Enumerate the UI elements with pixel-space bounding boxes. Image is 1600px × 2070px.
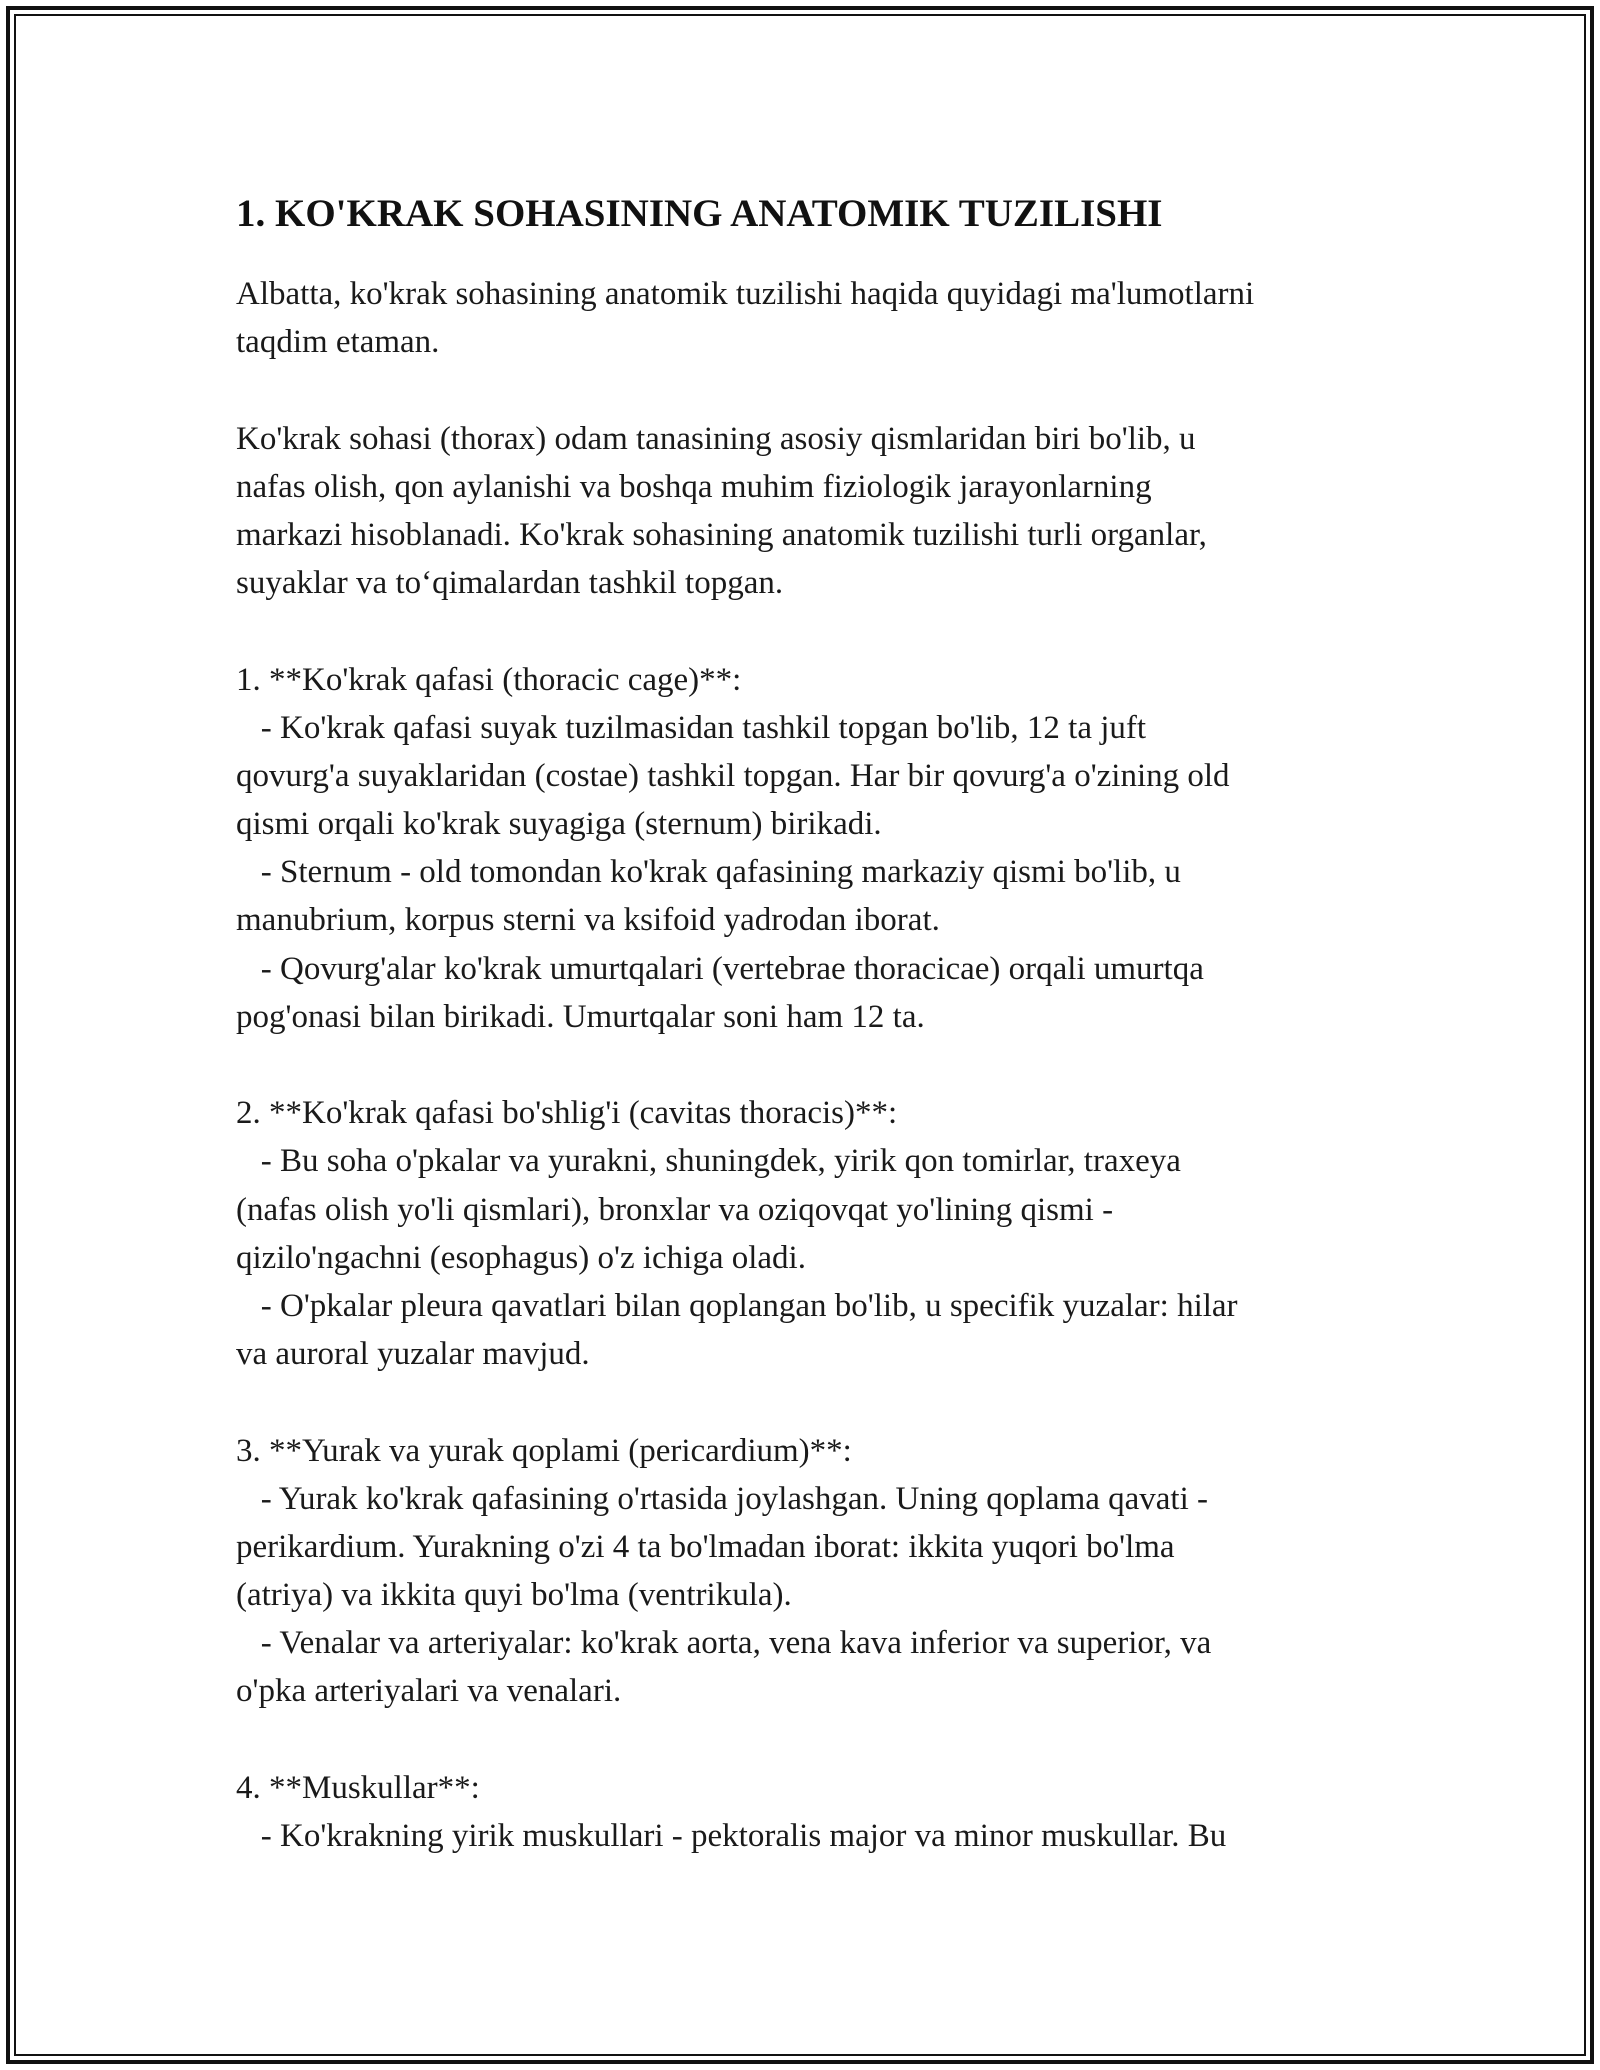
text-line: - Sternum - old tomondan ko'krak qafasining markaziy qismi bo'lib, u [236,854,1181,891]
text-line: qizilo'ngachni (esophagus) o'z ichiga oladi. [236,1239,806,1276]
document-body [236,186,1386,1860]
text-line: taqdim etaman. [236,324,440,361]
text-line: - O'pkalar pleura qavatlari bilan qoplangan bo'lib, u specifik yuzalar: hilar [236,1287,1238,1324]
text-line: o'pka arteriyalari va venalari. [236,1673,622,1710]
text-line: - Bu soha o'pkalar va yurakni, shuningdek, yirik qon tomirlar, traxeya [236,1143,1181,1180]
text-line: suyaklar va to‘qimalardan tashkil topgan. [236,565,784,602]
list-item-heading: 3. **Yurak va yurak qoplami (pericardium)**: [236,1432,852,1469]
text-line: perikardium. Yurakning o'zi 4 ta bo'lmadan iborat: ikkita yuqori bo'lma [236,1528,1175,1565]
blank-line [236,1041,1386,1089]
text-line: va auroral yuzalar mavjud. [236,1336,590,1373]
list-item-heading: 1. **Ko'krak qafasi (thoracic cage)**: [236,661,742,698]
text-line: - Qovurg'alar ko'krak umurtqalari (vertebrae thoracicae) orqali umurtqa [236,950,1204,987]
section-heading: 1. KO'KRAK SOHASINING ANATOMIK TUZILISHI [236,192,1163,235]
text-line: nafas olish, qon aylanishi va boshqa muhim fiziologik jarayonlarning [236,468,1152,505]
blank-line [236,1378,1386,1426]
text-line: manubrium, korpus sterni va ksifoid yadrodan iborat. [236,902,940,939]
text-line: pog'onasi bilan birikadi. Umurtqalar soni ham 12 ta. [236,998,925,1035]
text-line: - Venalar va arteriyalar: ko'krak aorta, vena kava inferior va superior, va [236,1625,1212,1662]
text-line: markazi hisoblanadi. Ko'krak sohasining anatomik tuzilishi turli organlar, [236,516,1207,553]
text-line: Albatta, ko'krak sohasining anatomik tuzilishi haqida quyidagi ma'lumotlarni [236,276,1255,312]
text-line: qovurg'a suyaklaridan (costae) tashkil topgan. Har bir qovurg'a o'zining old [236,757,1230,794]
text-line: Ko'krak sohasi (thorax) odam tanasining asosiy qismlaridan biri bo'lib, u [236,420,1196,457]
text-line: (nafas olish yo'li qismlari), bronxlar va oziqovqat yo'lining qismi - [236,1191,1114,1228]
body-text [236,270,1386,1860]
text-line: - Ko'krak qafasi suyak tuzilmasidan tashkil topgan bo'lib, 12 ta juft [236,709,1147,746]
blank-line [236,1716,1386,1764]
text-line: (atriya) va ikkita quyi bo'lma (ventrikula). [236,1577,792,1614]
text-line: - Ko'krakning yirik muskullari - pektoralis major va minor muskullar. Bu [236,1818,1227,1854]
blank-line [236,366,1386,414]
list-item-heading: 4. **Muskullar**: [236,1769,480,1806]
list-item-heading: 2. **Ko'krak qafasi bo'shlig'i (cavitas thoracis)**: [236,1095,898,1132]
text-line: - Yurak ko'krak qafasining o'rtasida joylashgan. Uning qoplama qavati - [236,1480,1209,1517]
text-line: qismi orqali ko'krak suyagiga (sternum) birikadi. [236,806,882,843]
blank-line [236,607,1386,655]
